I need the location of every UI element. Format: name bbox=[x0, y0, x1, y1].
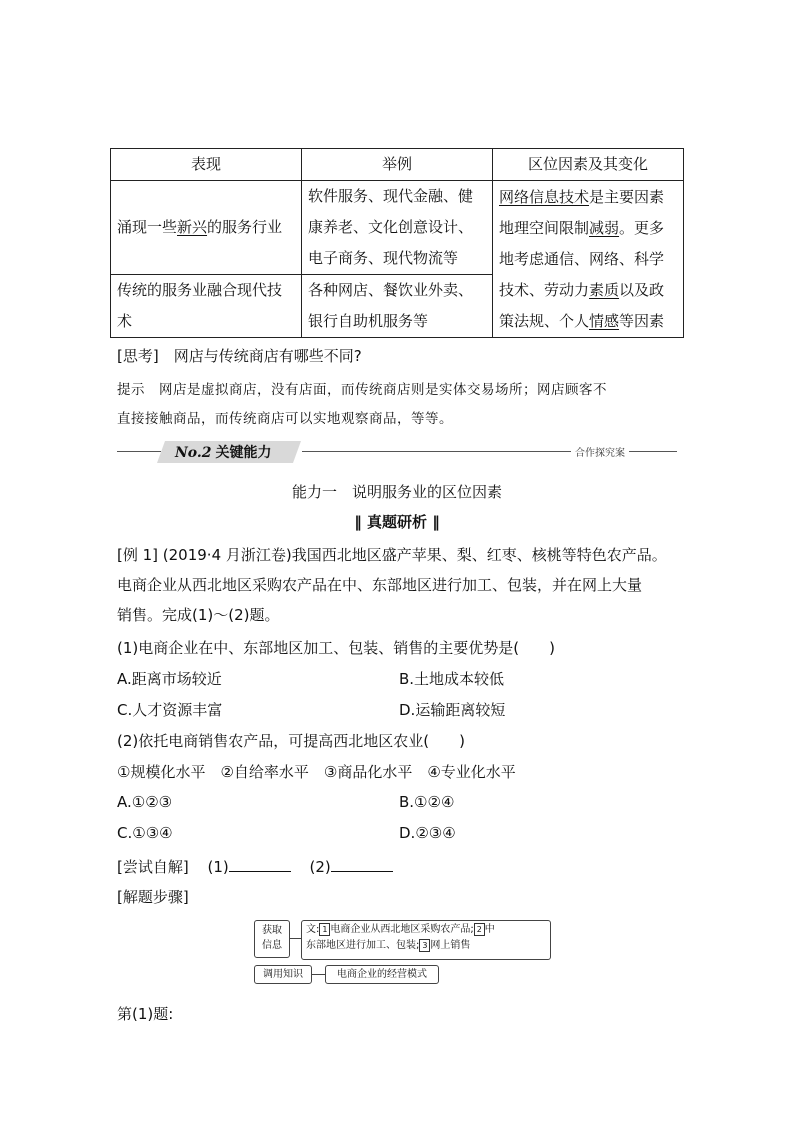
steps-label: [解题步骤] bbox=[117, 888, 189, 906]
row2-example: 各种网店、餐饮业外卖、 银行自助机服务等 bbox=[302, 275, 493, 338]
q1-analysis-label: 第(1)题: bbox=[117, 1005, 174, 1023]
q2-items: ①规模化水平 ②自给率水平 ③商品化水平 ④专业化水平 bbox=[117, 763, 516, 781]
row1-performance: 涌现一些新兴的服务行业 bbox=[111, 181, 302, 275]
summary-table bbox=[110, 148, 684, 338]
header-factors: 区位因素及其变化 bbox=[493, 149, 684, 181]
info-text-box: 文: 1 电商企业从西北地区采购农产品; 2 中 东部地区进行加工、包装; 3 网上销售 bbox=[301, 920, 551, 960]
example-line-3: 销售。完成(1)～(2)题。 bbox=[117, 606, 280, 624]
q2-option-d: D.②③④ bbox=[399, 824, 456, 842]
try-answer-line: [尝试自解] (1) (2) bbox=[117, 856, 393, 877]
section-title: 能力一 说明服务业的区位因素 bbox=[291, 483, 502, 501]
get-info-box: 获取 信息 bbox=[254, 920, 290, 958]
example-line-2: 电商企业从西北地区采购农产品在中、东部地区进行加工、包装，并在网上大量 bbox=[117, 576, 643, 594]
q2-option-b: B.①②④ bbox=[399, 793, 455, 811]
header-example: 举例 bbox=[302, 149, 493, 181]
example-line-1: [例 1] (2019·4 月浙江卷)我国西北地区盛产苹果、梨、红枣、核桃等特色农产品。 bbox=[117, 546, 667, 564]
q2-option-a: A.①②③ bbox=[117, 793, 173, 811]
q2-stem: (2)依托电商销售农产品，可提高西北地区农业( ) bbox=[117, 732, 465, 750]
q2-option-c: C.①③④ bbox=[117, 824, 173, 842]
sub-title: ‖ 真题研析 ‖ bbox=[354, 513, 440, 531]
think-question: [思考] 网店与传统商店有哪些不同? bbox=[117, 347, 362, 365]
solution-diagram bbox=[254, 920, 544, 986]
answer-blank-2[interactable] bbox=[331, 857, 393, 872]
row2-performance: 传统的服务业融合现代技 术 bbox=[111, 275, 302, 338]
q1-option-d: D.运输距离较短 bbox=[399, 701, 506, 719]
factors-cell: 网络信息技术是主要因素 地理空间限制减弱。更多 地考虑通信、网络、科学 技术、劳动力素质以及政 策法规、个人情感等因素 bbox=[493, 181, 684, 338]
q1-option-a: A.距离市场较近 bbox=[117, 670, 222, 688]
row1-example: 软件服务、现代金融、健 康养老、文化创意设计、 电子商务、现代物流等 bbox=[302, 181, 493, 275]
header-performance: 表现 bbox=[111, 149, 302, 181]
hint-line-2: 直接接触商品，而传统商店可以实地观察商品，等等。 bbox=[117, 411, 453, 427]
q1-option-c: C.人才资源丰富 bbox=[117, 701, 223, 719]
banner-right-label: 合作探究案 bbox=[571, 444, 629, 459]
section-banner bbox=[117, 441, 677, 463]
hint-line-1: 提示 网店是虚拟商店，没有店面，而传统商店则是实体交易场所；网店顾客不 bbox=[117, 382, 607, 398]
banner-title: No.2 关键能力 bbox=[175, 445, 272, 461]
q1-stem: (1)电商企业在中、东部地区加工、包装、销售的主要优势是( ) bbox=[117, 639, 555, 657]
q1-option-b: B.土地成本较低 bbox=[399, 670, 505, 688]
answer-blank-1[interactable] bbox=[229, 857, 291, 872]
business-model-box: 电商企业的经营模式 bbox=[325, 965, 439, 984]
call-knowledge-box: 调用知识 bbox=[254, 965, 312, 984]
